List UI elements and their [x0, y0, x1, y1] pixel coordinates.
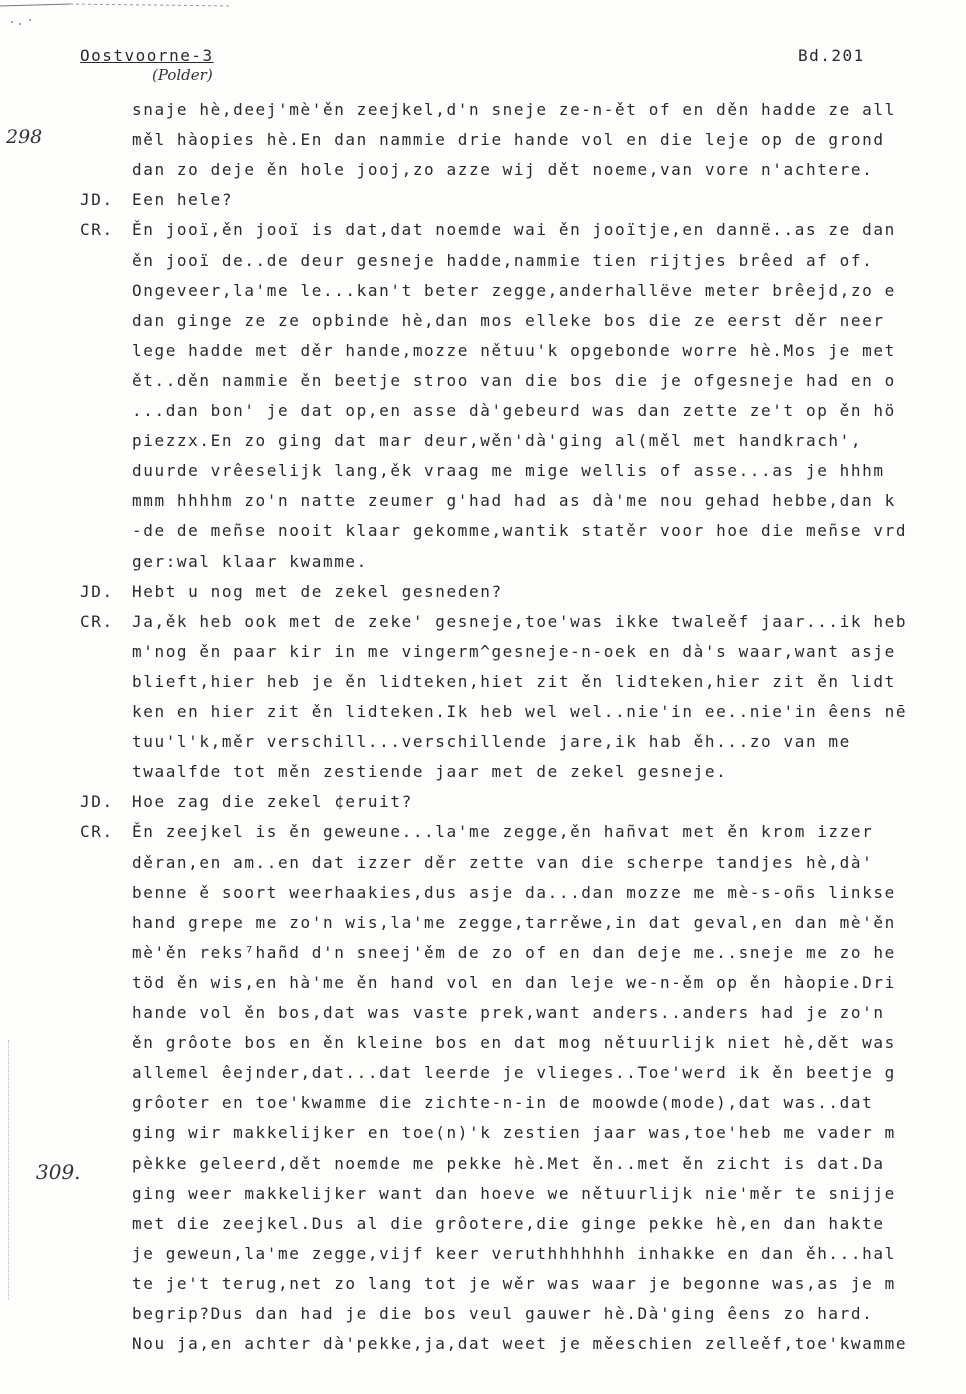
- speaker-label: JD.: [80, 582, 114, 601]
- transcript-line: twaalfde tot měn zestiende jaar met de zekel gesneje.: [132, 762, 728, 781]
- transcript-line: ...dan bon' je dat op,en asse dà'gebeurd was dan zette ze't op ěn hö: [132, 401, 896, 420]
- speaker-label: JD.: [80, 190, 114, 209]
- transcript-line: Een hele?: [132, 190, 234, 209]
- transcript-line: dan zo deje ěn hole jooj,zo azze wij dět noeme,van vore n'achtere.: [132, 160, 874, 179]
- margin-number: 298: [6, 126, 43, 148]
- transcript-line: Ja,ěk heb ook met de zeke' gesneje,toe'was ikke twaleěf jaar...ik heb: [132, 612, 908, 631]
- handwritten-annotation: (Polder): [152, 66, 213, 84]
- transcript-line: Hoe zag die zekel ¢eruit?: [132, 792, 413, 811]
- transcript-line: mmm hhhhm zo'n natte zeumer g'had had as dà'me nou gehad hebbe,dan k: [132, 491, 896, 510]
- transcript-line: hande vol ěn bos,dat was vaste prek,want anders..anders had je zo'n: [132, 1003, 885, 1022]
- transcript-line: blieft,hier heb je ěn lidteken,hiet zit ěn lidteken,hier zit ěn lidt: [132, 672, 896, 691]
- speaker-label: CR.: [80, 220, 114, 239]
- transcript-line: met die zeejkel.Dus al die grôotere,die ginge pekke hè,en dan hakte: [132, 1214, 885, 1233]
- transcript-line: ěn jooï de..de deur gesneje hadde,nammie tien rijtjes brêed af of.: [132, 251, 874, 270]
- volume-page-number: Bd.201: [798, 46, 865, 65]
- margin-mark: [8, 1040, 10, 1300]
- transcript-line: snaje hè,deej'mè'ěn zeejkel,d'n sneje ze-n-ět of en děn hadde ze all: [132, 100, 896, 119]
- transcript-line: -de de meñse nooit klaar gekomme,wantik statěr voor hoe die meñse vrd: [132, 521, 908, 540]
- transcript-line: Ěn jooï,ěn jooï is dat,dat noemde wai ěn jooïtje,en dannë..as ze dan: [132, 220, 896, 239]
- scan-edge-mark: [0, 0, 230, 30]
- transcript-line: benne ě soort weerhaakies,dus asje da...dan mozze me mè-s-oñs linkse: [132, 883, 896, 902]
- document-title: Oostvoorne-3: [80, 46, 214, 65]
- transcript-line: Ěn zeejkel is ěn geweune...la'me zegge,ěn hañvat met ěn krom izzer: [132, 822, 874, 841]
- transcript-line: ěn grôote bos en ěn kleine bos en dat mog nětuurlijk niet hè,dět was: [132, 1033, 896, 1052]
- transcript-line: piezzx.En zo ging dat mar deur,wěn'dà'ging al(měl met handkrach',: [132, 431, 863, 450]
- transcript-line: mè'ěn reks⁷hañd d'n sneej'ěm de zo of en dan deje me..sneje me zo he: [132, 943, 896, 962]
- transcript-line: Hebt u nog met de zekel gesneden?: [132, 582, 503, 601]
- transcript-line: dan ginge ze ze opbinde hè,dan mos elleke bos die ze eerst děr neer: [132, 311, 885, 330]
- transcript-line: duurde vrêeselijk lang,ěk vraag me mige wellis of asse...as je hhhm: [132, 461, 885, 480]
- transcript-line: grôoter en toe'kwamme die zichte-n-in de moowde(mode),dat was..dat: [132, 1093, 874, 1112]
- transcript-line: ging wir makkelijker en toe(n)'k zestien jaar was,toe'heb me vader m: [132, 1123, 896, 1142]
- transcript-line: m'nog ěn paar kir in me vingerm^gesneje-n-oek en dà's waar,want asje: [132, 642, 896, 661]
- transcript-line: Ongeveer,la'me le...kan't beter zegge,anderhallëve meter brêejd,zo e: [132, 281, 896, 300]
- transcript-line: ken en hier zit ěn lidteken.Ik heb wel wel..nie'in ee..nie'in êens nē: [132, 702, 908, 721]
- transcript-line: je geweun,la'me zegge,vijf keer veruthhhhhhh inhakke en dan ěh...hal: [132, 1244, 896, 1263]
- speaker-label: JD.: [80, 792, 114, 811]
- transcript-line: pèkke geleerd,dět noemde me pekke hè.Met ěn..met ěn zicht is dat.Da: [132, 1154, 885, 1173]
- transcript-line: děran,en am..en dat izzer děr zette van die scherpe tandjes hè,dà': [132, 853, 874, 872]
- transcript-line: allemel êejnder,dat...dat leerde je vlieges..Toe'werd ik ěn beetje g: [132, 1063, 896, 1082]
- transcript-line: töd ěn wis,en hà'me ěn hand vol en dan leje we-n-ěm op ěn hàopie.Dri: [132, 973, 896, 992]
- transcript-line: te je't terug,net zo lang tot je wěr was waar je begonne was,as je m: [132, 1274, 896, 1293]
- transcript-line: ět..děn nammie ěn beetje stroo van die bos die je ofgesneje had en o: [132, 371, 896, 390]
- transcript-line: měl hàopies hè.En dan nammie drie hande vol en die leje op de grond: [132, 130, 885, 149]
- speaker-label: CR.: [80, 612, 114, 631]
- margin-number: 309.: [36, 1160, 81, 1184]
- speaker-label: CR.: [80, 822, 114, 841]
- transcript-line: hand grepe me zo'n wis,la'me zegge,tarrěwe,in dat geval,en dan mè'ěn: [132, 913, 896, 932]
- transcript-line: ger:wal klaar kwamme.: [132, 552, 368, 571]
- transcript-line: ging weer makkelijker want dan hoeve we nětuurlijk nie'měr te snijje: [132, 1184, 896, 1203]
- transcript-line: lege hadde met děr hande,mozze nětuu'k opgebonde worre hè.Mos je met: [132, 341, 896, 360]
- transcript-line: begrip?Dus dan had je die bos veul gauwer hè.Dà'ging êens zo hard.: [132, 1304, 874, 1323]
- transcript-line: tuu'l'k,měr verschill...verschillende jare,ik hab ěh...zo van me: [132, 732, 851, 751]
- transcript-line: Nou ja,en achter dà'pekke,ja,dat weet je měeschien zelleěf,toe'kwamme: [132, 1334, 908, 1353]
